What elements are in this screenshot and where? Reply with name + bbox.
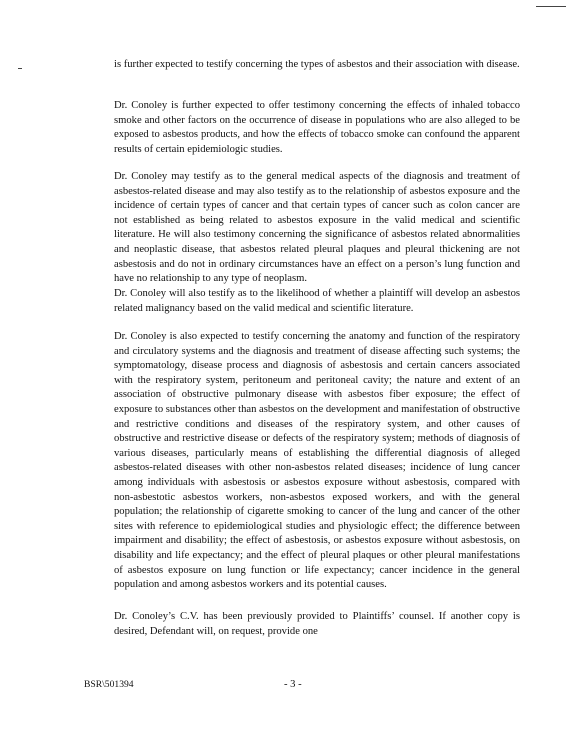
scan-mark-left bbox=[18, 68, 22, 69]
paragraph-cv-provided: Dr. Conoley’s C.V. has been previously provided to Plaintiffs’ counsel. If another copy is desired, Defendant will, on request, provide one bbox=[114, 611, 520, 637]
paragraph-malignancy-likelihood: Dr. Conoley will also testify as to the likelihood of whether a plaintiff will develop an asbestos related malignancy based on the valid medical and scientific literature. bbox=[114, 288, 520, 314]
paragraph-anatomy-function: Dr. Conoley is also expected to testify concerning the anatomy and function of the respiratory and circulatory systems and the diagnosis and treatment of disease affecting such systems; the symptomatology, disease process and diagnosis of asbestosis and certain cancers associated with the respiratory system, peritoneum and peritoneal cavity; the nature and extent of an association of obstructive pulmonary disease with asbestos fiber exposure; the effect of exposure to substances other than asbestos on the development and manifestation of obstructive and restrictive conditions and diseases of the respiratory system, and other causes of obstructive and restrictive disease or defects of the respiratory system; methods of diagnosis of various diseases, particularly means of establishing the differential diagnosis of alleged asbestos-related diseases with other non-asbestos related diseases; incidence of lung cancer among individuals with asbestosis or asbestos exposure without asbestosis, compared with non-asbestotic asbestos workers, non-asbestos exposed workers, and with the general population; the relationship of cigarette smoking to cancer of the lung and cancer of the other sites with reference to epidemiological studies and physiologic effect; the difference between impairment and disability; the effect of asbestosis, or asbestos exposure without asbestosis, on disability and life expectancy; and the effect of pleural plaques or other pleural manifestations of asbestos exposure on lung function or life expectancy; cancer incidence in the general population and among asbestos workers and its potential causes. bbox=[114, 331, 520, 591]
footer-document-id: BSR\501394 bbox=[84, 679, 134, 690]
paragraph-medical-aspects: Dr. Conoley may testify as to the general medical aspects of the diagnosis and treatment of asbestos-related disease and may also testify as to the relationship of asbestos exposure and the incidence of certain types of cancer and that certain types of cancer such as colon cancer are not established as being related to asbestos exposure in the valid medical and scientific literature. He will also testimony concerning the significance of asbestos related abnormalities and neoplastic disease, that asbestos related pleural plaques and pleural thickening are not asbestosis and do not in ordinary circumstances have an effect on a person’s lung function and have no relationship to any type of neoplasm. bbox=[114, 171, 520, 285]
paragraph-types-of-asbestos: is further expected to testify concerning the types of asbestos and their association with disease. bbox=[114, 59, 520, 70]
paragraph-tobacco-smoke: Dr. Conoley is further expected to offer testimony concerning the effects of inhaled tobacco smoke and other factors on the occurrence of disease in populations who are also alleged to be exposed to asbestos products, and how the effects of tobacco smoke can confound the apparent results of certain epidemiologic studies. bbox=[114, 100, 520, 155]
footer-page-number: - 3 - bbox=[284, 679, 302, 690]
scan-mark-top-right bbox=[536, 6, 566, 7]
